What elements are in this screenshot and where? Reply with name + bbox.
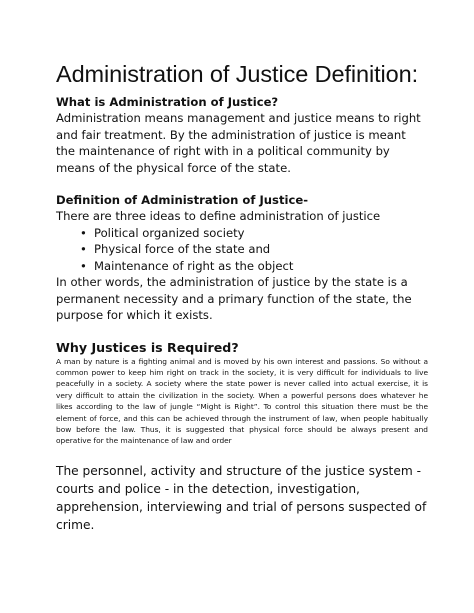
section-body-why-required: A man by nature is a fighting animal and is moved by his own interest and passions. So without a common power to keep him right on track in the society, it is very difficult for individuals to live peacefully in a society. A society where the state power is never called into actual exercise, it is very difficult to attain the civilization in the society. When a powerful persons does whatever he likes according to the law of jungle “Might is Right”. To control this situation there must be the element of force, and this can be achieved through the instrument of law, when people habitually bow before the law. Thus, it is suggested that physical force should be always present and operative for the maintenance of law and order	[56, 356, 428, 446]
section-intro-definition: There are three ideas to define administration of justice	[56, 209, 381, 223]
spacer	[56, 176, 428, 192]
spacer	[56, 324, 428, 340]
section-heading-why-required: Why Justices is Required?	[56, 339, 239, 355]
document-page	[56, 60, 428, 534]
document-title: Administration of Justice Definition:	[56, 61, 419, 87]
bullet-item: • Maintenance of right as the object	[80, 258, 428, 275]
definition-bullet-list	[56, 225, 428, 275]
closing-paragraph: The personnel, activity and structure of the justice system - courts and police - in the detection, investigation, apprehension, interviewing and trial of persons suspected of crime.	[56, 463, 427, 532]
spacer	[56, 447, 428, 462]
bullet-item: • Political organized society	[80, 225, 428, 242]
section-body-what-is: Administration means management and justice means to right and fair treatment. By the administration of justice is meant the maintenance of right with in a political community by means of the physical force of the state.	[56, 111, 421, 175]
section-heading-definition: Definition of Administration of Justice-	[56, 193, 309, 207]
bullet-item: • Physical force of the state and	[80, 241, 428, 258]
section-heading-what-is: What is Administration of Justice?	[56, 95, 279, 109]
section-outro-definition: In other words, the administration of justice by the state is a permanent necessity and a primary function of the state, the purpose for which it exists.	[56, 275, 412, 322]
